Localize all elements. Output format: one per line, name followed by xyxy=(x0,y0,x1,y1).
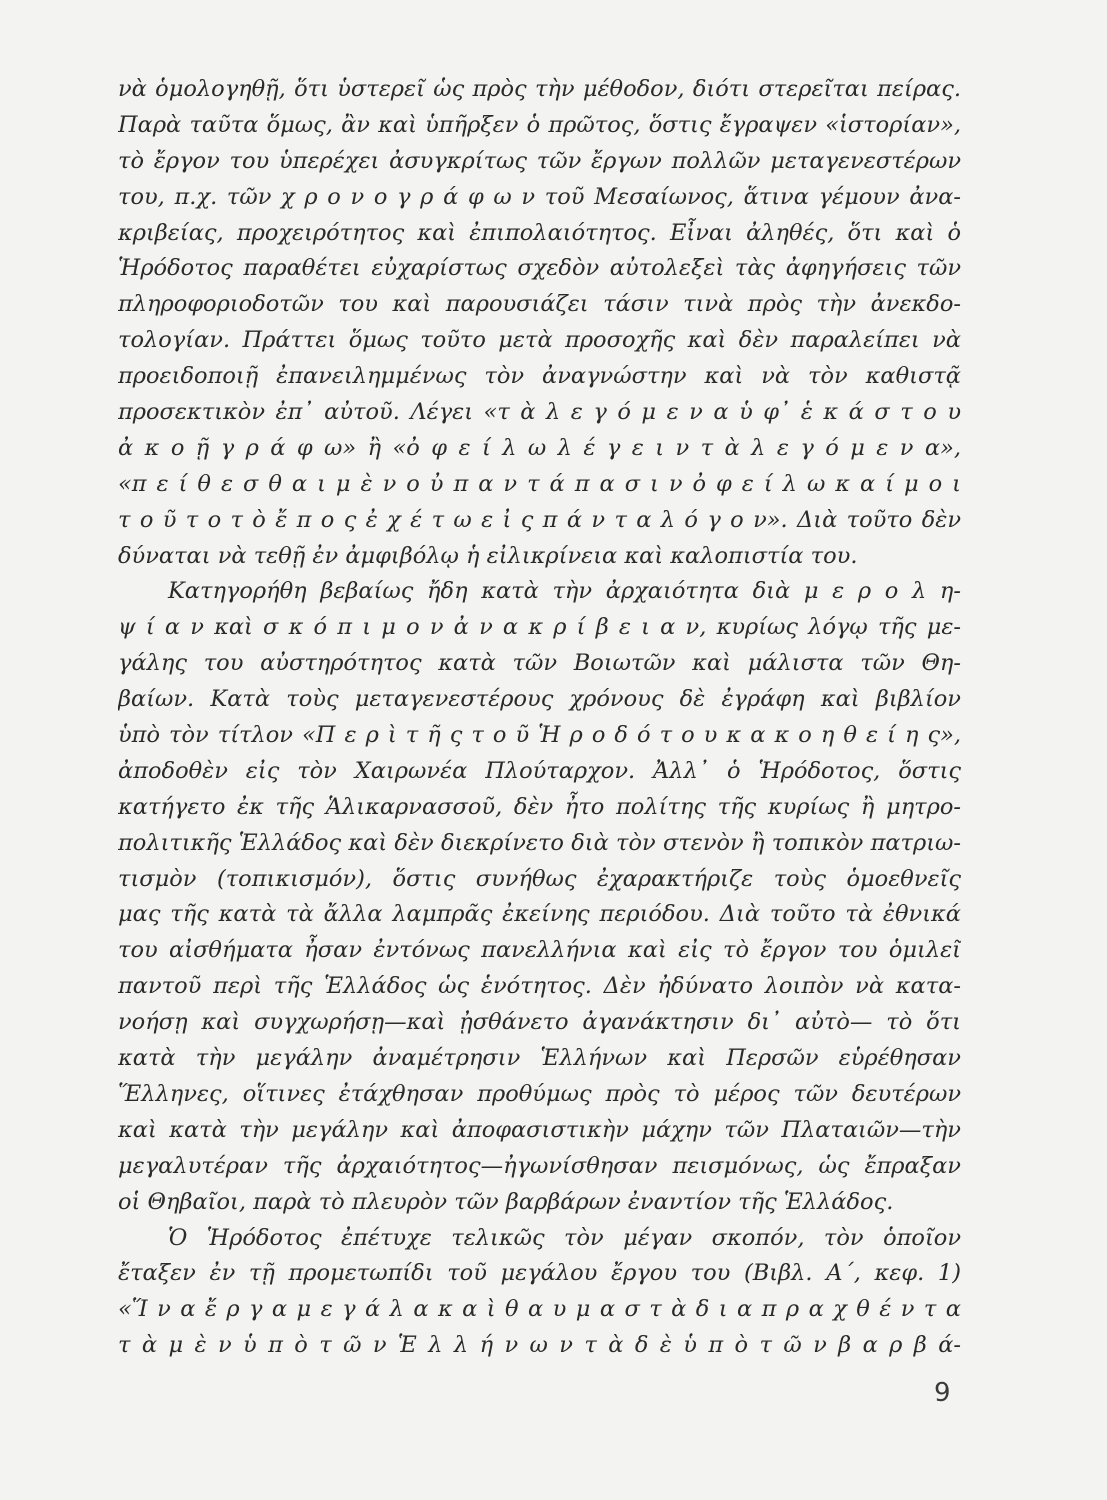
text-line: ἀ κ ο ῇ γ ρ ά φ ω» ἢ «ὀ φ ε ί λ ω λ έ γ ε ι ν τ ὰ λ ε γ ό μ ε ν α», xyxy=(118,434,961,461)
text-line: δύναται νὰ τεθῇ ἐν ἀμφιβόλῳ ἡ εἰλικρίνεια καὶ καλοπιστία του. xyxy=(118,542,858,569)
text-line: κατήγετο ἐκ τῆς Ἁλικαρνασσοῦ, δὲν ἦτο πολίτης τῆς κυρίως ἢ μητρο- xyxy=(118,793,961,820)
text-line: κριβείας, προχειρότητος καὶ ἐπιπολαιότητος. Εἶναι ἀληθές, ὅτι καὶ ὁ xyxy=(118,219,961,246)
text-line: Κατηγορήθη βεβαίως ἤδη κατὰ τὴν ἀρχαιότητα διὰ μ ε ρ ο λ η- xyxy=(168,578,961,605)
text-line: νὰ ὁμολογηθῇ, ὅτι ὑστερεῖ ὡς πρὸς τὴν μέθοδον, διότι στερεῖται πείρας. xyxy=(118,76,961,102)
text-line: προειδοποιῇ ἐπανειλημμένως τὸν ἀναγνώστην καὶ νὰ τὸν καθιστᾷ xyxy=(118,363,961,390)
text-line: τὸ ἔργον του ὑπερέχει ἀσυγκρίτως τῶν ἔργων πολλῶν μεταγενεστέρων xyxy=(118,147,961,174)
text-line: του αἰσθήματα ἦσαν ἐντόνως πανελλήνια καὶ εἰς τὸ ἔργον του ὁμιλεῖ xyxy=(118,937,961,964)
text-line: νοήσῃ καὶ συγχωρήσῃ—καὶ ᾐσθάνετο ἀγανάκτησιν δι᾽ αὐτὸ— τὸ ὅτι xyxy=(118,1009,961,1036)
text-line: τισμὸν (τοπικισμόν), ὅστις συνήθως ἐχαρακτήριζε τοὺς ὁμοεθνεῖς xyxy=(118,865,961,892)
text-line: τολογίαν. Πράττει ὅμως τοῦτο μετὰ προσοχῆς καὶ δὲν παραλείπει νὰ xyxy=(118,327,961,354)
text-line: μεγαλυτέραν τῆς ἀρχαιότητος—ἠγωνίσθησαν πεισμόνως, ὡς ἔπραξαν xyxy=(118,1152,961,1179)
text-line: ἔταξεν ἐν τῇ προμετωπίδι τοῦ μεγάλου ἔργου του (Βιβλ. Α΄, κεφ. 1) xyxy=(118,1260,961,1287)
text-line: Παρὰ ταῦτα ὅμως, ἂν καὶ ὑπῆρξεν ὁ πρῶτος, ὅστις ἔγραψεν «ἱστορίαν», xyxy=(118,111,961,138)
text-line: Ἡρόδοτος παραθέτει εὐχαρίστως σχεδὸν αὐτολεξεὶ τὰς ἀφηγήσεις τῶν xyxy=(118,255,961,282)
text-line: παντοῦ περὶ τῆς Ἑλλάδος ὡς ἑνότητος. Δὲν ἠδύνατο λοιπὸν νὰ κατα- xyxy=(118,973,961,1000)
text-line: τ ὰ μ ὲ ν ὑ π ὸ τ ῶ ν Ἑ λ λ ή ν ω ν τ ὰ δ ὲ ὑ π ὸ τ ῶ ν β α ρ β ά- xyxy=(118,1332,961,1359)
text-line: Ἕλληνες, οἵτινες ἐτάχθησαν προθύμως πρὸς τὸ μέρος τῶν δευτέρων xyxy=(118,1080,961,1107)
text-line: γάλης του αὐστηρότητος κατὰ τῶν Βοιωτῶν καὶ μάλιστα τῶν Θη- xyxy=(118,650,961,677)
text-block xyxy=(118,72,961,1364)
text-line: καὶ κατὰ τὴν μεγάλην καὶ ἀποφασιστικὴν μάχην τῶν Πλαταιῶν—τὴν xyxy=(118,1116,961,1143)
text-line: βαίων. Κατὰ τοὺς μεταγενεστέρους χρόνους δὲ ἐγράφη καὶ βιβλίον xyxy=(118,686,961,713)
text-line: τ ο ῦ τ ο τ ὸ ἔ π ο ς ἐ χ έ τ ω ε ἰ ς π ά ν τ α λ ό γ ο ν». Διὰ τοῦτο δὲν xyxy=(118,506,961,533)
text-line: πολιτικῆς Ἑλλάδος καὶ δὲν διεκρίνετο διὰ τὸν στενὸν ἢ τοπικὸν πατριω- xyxy=(118,829,961,856)
text-line: ἀποδοθὲν εἰς τὸν Χαιρωνέα Πλούταρχον. Ἀλλ᾽ ὁ Ἡρόδοτος, ὅστις xyxy=(118,757,961,784)
text-line: ὑπὸ τὸν τίτλον «Π ε ρ ὶ τ ῆ ς τ ο ῦ Ἡ ρ ο δ ό τ ο υ κ α κ ο η θ ε ί η ς», xyxy=(118,722,961,749)
text-line: κατὰ τὴν μεγάλην ἀναμέτρησιν Ἑλλήνων καὶ Περσῶν εὑρέθησαν xyxy=(118,1045,961,1072)
text-line: «π ε ί θ ε σ θ α ι μ ὲ ν ο ὐ π α ν τ ά π α σ ι ν ὀ φ ε ί λ ω κ α ί μ ο ι xyxy=(118,470,961,497)
text-line: οἱ Θηβαῖοι, παρὰ τὸ πλευρὸν τῶν βαρβάρων ἐναντίον τῆς Ἑλλάδος. xyxy=(118,1188,894,1215)
text-line: μας τῆς κατὰ τὰ ἄλλα λαμπρᾶς ἐκείνης περιόδου. Διὰ τοῦτο τὰ ἐθνικά xyxy=(118,901,961,928)
text-line: του, π.χ. τῶν χ ρ ο ν ο γ ρ ά φ ω ν τοῦ Μεσαίωνος, ἅτινα γέμουν ἀνα- xyxy=(118,183,961,210)
text-line: προσεκτικὸν ἐπ᾽ αὐτοῦ. Λέγει «τ ὰ λ ε γ ό μ ε ν α ὑ φ᾽ ἑ κ ά σ τ ο υ xyxy=(118,399,961,426)
text-line: ψ ί α ν καὶ σ κ ό π ι μ ο ν ἀ ν α κ ρ ί β ε ι α ν, κυρίως λόγῳ τῆς με- xyxy=(118,614,961,641)
page-number: 9 xyxy=(934,1378,951,1408)
text-line: «Ἵ ν α ἔ ρ γ α μ ε γ ά λ α κ α ὶ θ α υ μ α σ τ ὰ δ ι α π ρ α χ θ έ ν τ α xyxy=(118,1296,961,1323)
text-line: Ὁ Ἡρόδοτος ἐπέτυχε τελικῶς τὸν μέγαν σκοπόν, τὸν ὁποῖον xyxy=(168,1224,961,1251)
text-line: πληροφοριοδοτῶν του καὶ παρουσιάζει τάσιν τινὰ πρὸς τὴν ἀνεκδο- xyxy=(118,291,961,318)
